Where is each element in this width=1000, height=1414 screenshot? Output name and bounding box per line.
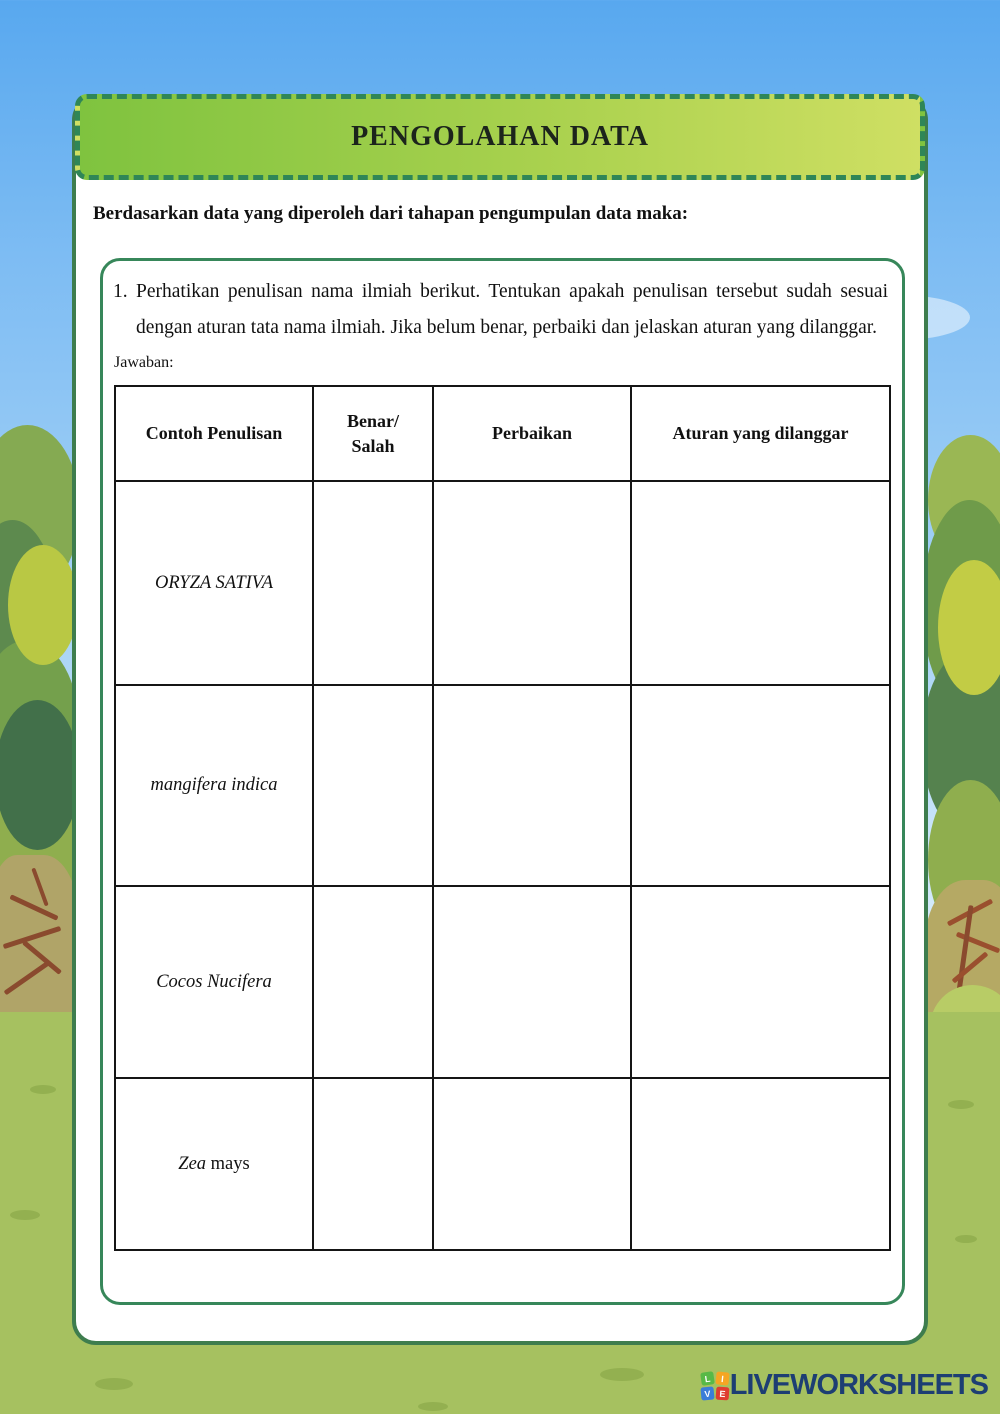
species-name-cell <box>115 1078 313 1250</box>
perbaikan-answer-cell[interactable] <box>433 481 631 685</box>
question-1 <box>113 274 888 346</box>
page-title: PENGOLAHAN DATA <box>351 121 649 152</box>
perbaikan-answer-cell[interactable] <box>433 886 631 1078</box>
benar-salah-answer-cell[interactable] <box>313 685 433 886</box>
species-name-italic: ORYZA SATIVA <box>154 572 274 593</box>
question-text: Perhatikan penulisan nama ilmiah berikut. Tentukan apakah penulisan tersebut sudah sesuai dengan aturan tata nama ilmiah. Jika belum benar, perbaiki dan jelaskan aturan yang dilanggar. <box>136 281 888 338</box>
grass-spot <box>10 1210 40 1220</box>
species-name-italic: mangifera indica <box>150 775 278 795</box>
col-header-aturan: Aturan yang dilanggar <box>631 386 890 481</box>
question-box <box>100 258 905 1305</box>
aturan-answer-cell[interactable] <box>631 1078 890 1250</box>
aturan-answer-cell[interactable] <box>631 685 890 886</box>
species-name-roman: mays <box>206 1153 250 1174</box>
aturan-answer-cell[interactable] <box>631 886 890 1078</box>
grass-spot <box>418 1402 448 1411</box>
table-row <box>115 1078 890 1250</box>
perbaikan-answer-cell[interactable] <box>433 685 631 886</box>
intro-text: Berdasarkan data yang diperoleh dari tahapan pengumpulan data maka: <box>93 203 689 224</box>
species-name-cell <box>115 685 313 886</box>
species-name-italic: Zea <box>178 1153 207 1174</box>
tree-foliage <box>8 545 78 665</box>
col-header-benar-salah <box>313 386 433 481</box>
species-name-cell <box>115 481 313 685</box>
logo-tile-l: L <box>700 1371 715 1386</box>
liveworksheets-logo-icon <box>701 1372 729 1400</box>
grass-spot <box>30 1085 56 1094</box>
grass-spot <box>948 1100 974 1109</box>
benar-salah-answer-cell[interactable] <box>313 886 433 1078</box>
col-header-contoh-penulisan: Contoh Penulisan <box>115 386 313 481</box>
aturan-answer-cell[interactable] <box>631 481 890 685</box>
grass-spot <box>600 1368 644 1381</box>
table-header-row <box>115 386 890 481</box>
perbaikan-answer-cell[interactable] <box>433 1078 631 1250</box>
answer-label: Jawaban: <box>114 354 174 371</box>
benar-salah-answer-cell[interactable] <box>313 481 433 685</box>
logo-tile-v: V <box>700 1386 714 1400</box>
species-name-italic: Cocos Nucifera <box>156 971 272 992</box>
table-row <box>115 886 890 1078</box>
table-row <box>115 481 890 685</box>
table-row <box>115 685 890 886</box>
col-header-benar-line: Benar/ <box>347 411 399 432</box>
species-name-cell <box>115 886 313 1078</box>
liveworksheets-wordmark: LIVEWORKSHEETS <box>729 1369 988 1401</box>
grass-spot <box>95 1378 133 1390</box>
tree-foliage <box>938 560 1000 695</box>
col-header-perbaikan: Perbaikan <box>433 386 631 481</box>
col-header-salah-line: Salah <box>351 435 395 456</box>
answer-table <box>114 385 891 1251</box>
logo-tile-i: I <box>715 1371 729 1385</box>
logo-tile-e: E <box>715 1386 729 1400</box>
benar-salah-answer-cell[interactable] <box>313 1078 433 1250</box>
grass-spot <box>955 1235 977 1243</box>
question-number: 1. <box>113 281 128 302</box>
worksheet-header-banner <box>75 94 925 180</box>
liveworksheets-logo[interactable] <box>701 1369 988 1402</box>
